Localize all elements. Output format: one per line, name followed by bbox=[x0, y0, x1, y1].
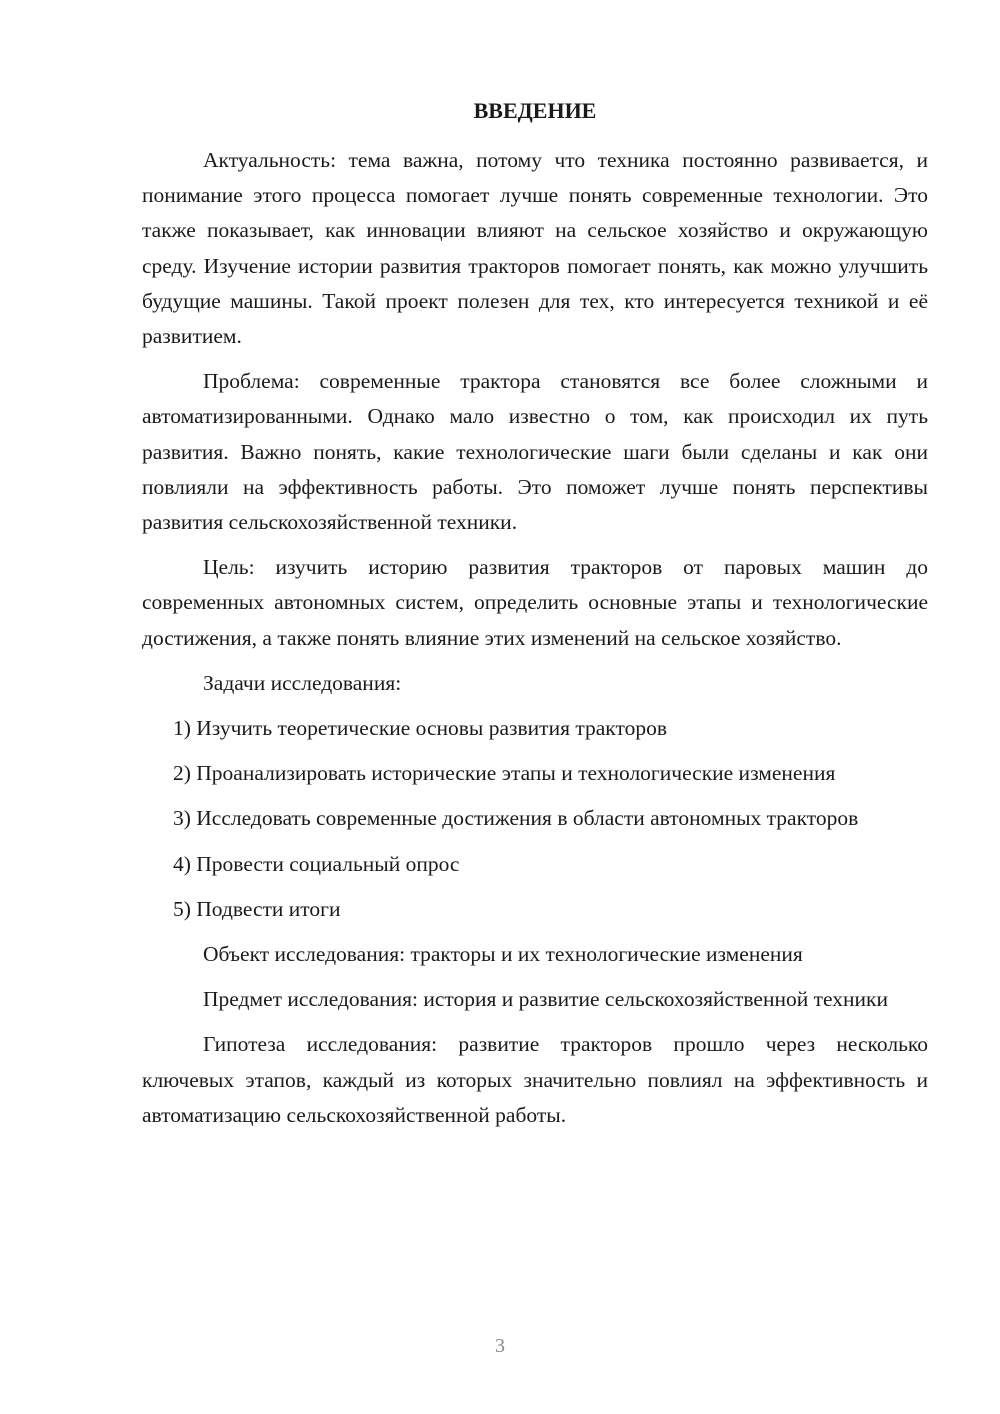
paragraph-relevance: Актуальность: тема важна, потому что техника постоянно развивается, и понимание этого процесса помогает лучше понять современные технологии. Это также показывает, как инновации влияют на сельское хозяйство и окружающую среду. Изучение истории развития тракторов помогает понять, как можно улучшить будущие машины. Такой проект полезен для тех, кто интересуется техникой и её развитием. bbox=[142, 148, 928, 349]
task-item-3: 3) Исследовать современные достижения в области автономных тракторов bbox=[173, 806, 859, 831]
paragraph-object: Объект исследования: тракторы и их технологические изменения bbox=[203, 942, 803, 967]
document-body bbox=[142, 143, 928, 1133]
paragraph-problem: Проблема: современные трактора становятся все более сложными и автоматизированными. Однако мало известно о том, как происходил их путь развития. Важно понять, какие технологические шаги были сделаны и как они повлияли на эффективность работы. Это поможет лучше понять перспективы развития сельскохозяйственной техники. bbox=[142, 369, 928, 535]
paragraph-tasks-heading: Задачи исследования: bbox=[203, 670, 402, 695]
paragraph-hypothesis: Гипотеза исследования: развитие тракторов прошло через несколько ключевых этапов, каждый из которых значительно повлиял на эффективность и автоматизацию сельскохозяйственной работы. bbox=[142, 1032, 928, 1127]
paragraph-subject: Предмет исследования: история и развитие сельскохозяйственной техники bbox=[203, 987, 888, 1012]
task-item-4: 4) Провести социальный опрос bbox=[173, 851, 460, 876]
task-item-5: 5) Подвести итоги bbox=[173, 896, 341, 921]
task-item-1: 1) Изучить теоретические основы развития тракторов bbox=[173, 716, 667, 741]
page-title: ВВЕДЕНИЕ bbox=[473, 98, 597, 123]
page-number: 3 bbox=[495, 1335, 505, 1357]
task-item-2: 2) Проанализировать исторические этапы и технологические изменения bbox=[173, 761, 836, 786]
paragraph-goal: Цель: изучить историю развития тракторов от паровых машин до современных автономных систем, определить основные этапы и технологические достижения, а также понять влияние этих изменений на сельское хозяйство. bbox=[142, 555, 928, 650]
